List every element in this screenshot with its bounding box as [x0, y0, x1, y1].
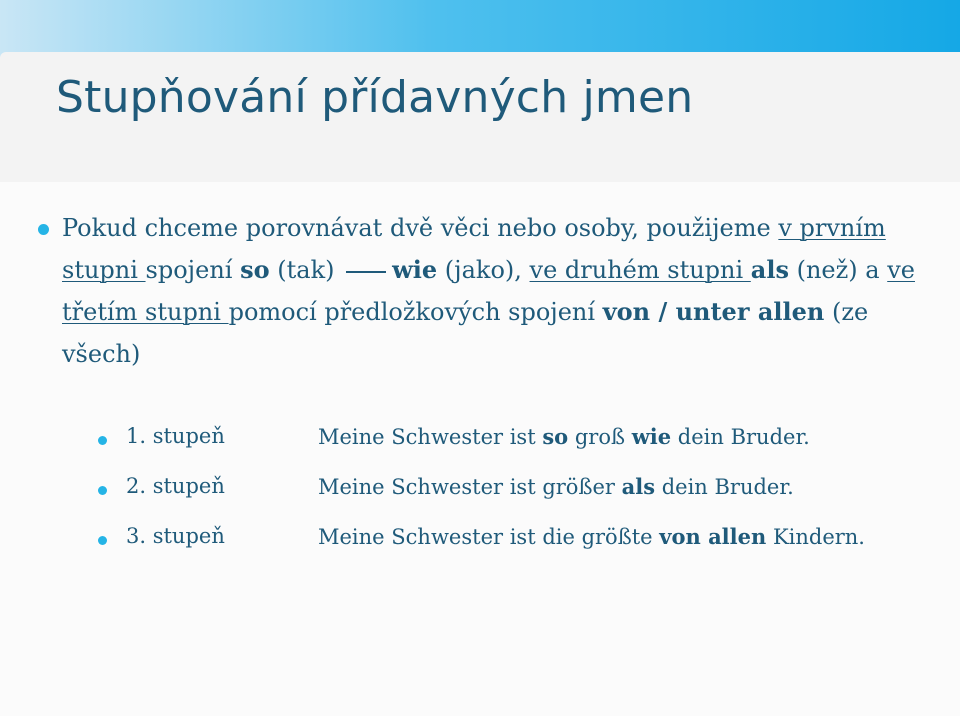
keyword-so: so [240, 255, 270, 284]
text-ze-vsech: (ze všech) [62, 298, 869, 368]
example-sentence [318, 474, 794, 499]
example-sentence [318, 424, 810, 449]
main-bullet [36, 207, 936, 375]
degree-label: 3. stupeň [126, 524, 225, 548]
sentence-part: dein Bruder. [671, 425, 810, 449]
text-tak: (tak) [269, 256, 343, 284]
degree-item-1 [98, 422, 938, 472]
text-pomoci: pomocí předložkových spojení [228, 298, 603, 326]
bullet-dot-icon [98, 486, 107, 495]
degree-label: 1. stupeň [126, 424, 225, 448]
bullet-dot-icon [98, 536, 107, 545]
text-third-degree: ve třetím stupni [62, 256, 915, 326]
keyword-wie: wie [631, 424, 672, 449]
dash-separator [346, 271, 386, 273]
text-nez: (než) a [788, 256, 888, 284]
text-intro: Pokud chceme porovnávat dvě věci nebo osoby, použijeme [62, 214, 779, 242]
sentence-part: Meine Schwester ist [318, 425, 543, 449]
keyword-von-allen: von allen [659, 524, 767, 549]
degree-item-2 [98, 472, 938, 522]
degree-label: 2. stupeň [126, 474, 225, 498]
keyword-als: als [621, 474, 656, 499]
text-jako: (jako), [437, 256, 530, 284]
degree-list [98, 422, 938, 572]
sentence-part: dein Bruder. [655, 475, 794, 499]
bullet-dot-icon [38, 224, 49, 235]
sentence-part: Kindern. [766, 525, 865, 549]
slide-title: Stupňování přídavných jmen [56, 72, 694, 123]
sentence-part: Meine Schwester ist die größte [318, 525, 660, 549]
text-first-degree: v prvním stupni [62, 214, 886, 284]
content [36, 207, 936, 375]
keyword-so: so [542, 424, 569, 449]
degree-item-3 [98, 522, 938, 572]
keyword-als: als [750, 255, 789, 284]
bullet-dot-icon [98, 436, 107, 445]
text-spojeni: spojení [145, 256, 241, 284]
text-second-degree: ve druhém stupni [529, 256, 751, 284]
sentence-part: Meine Schwester ist größer [318, 475, 622, 499]
main-bullet-text [62, 207, 922, 375]
keyword-von-unter-allen: von / unter allen [602, 297, 825, 326]
example-sentence [318, 524, 865, 549]
keyword-wie: wie [392, 255, 438, 284]
sentence-part: groß [568, 425, 632, 449]
